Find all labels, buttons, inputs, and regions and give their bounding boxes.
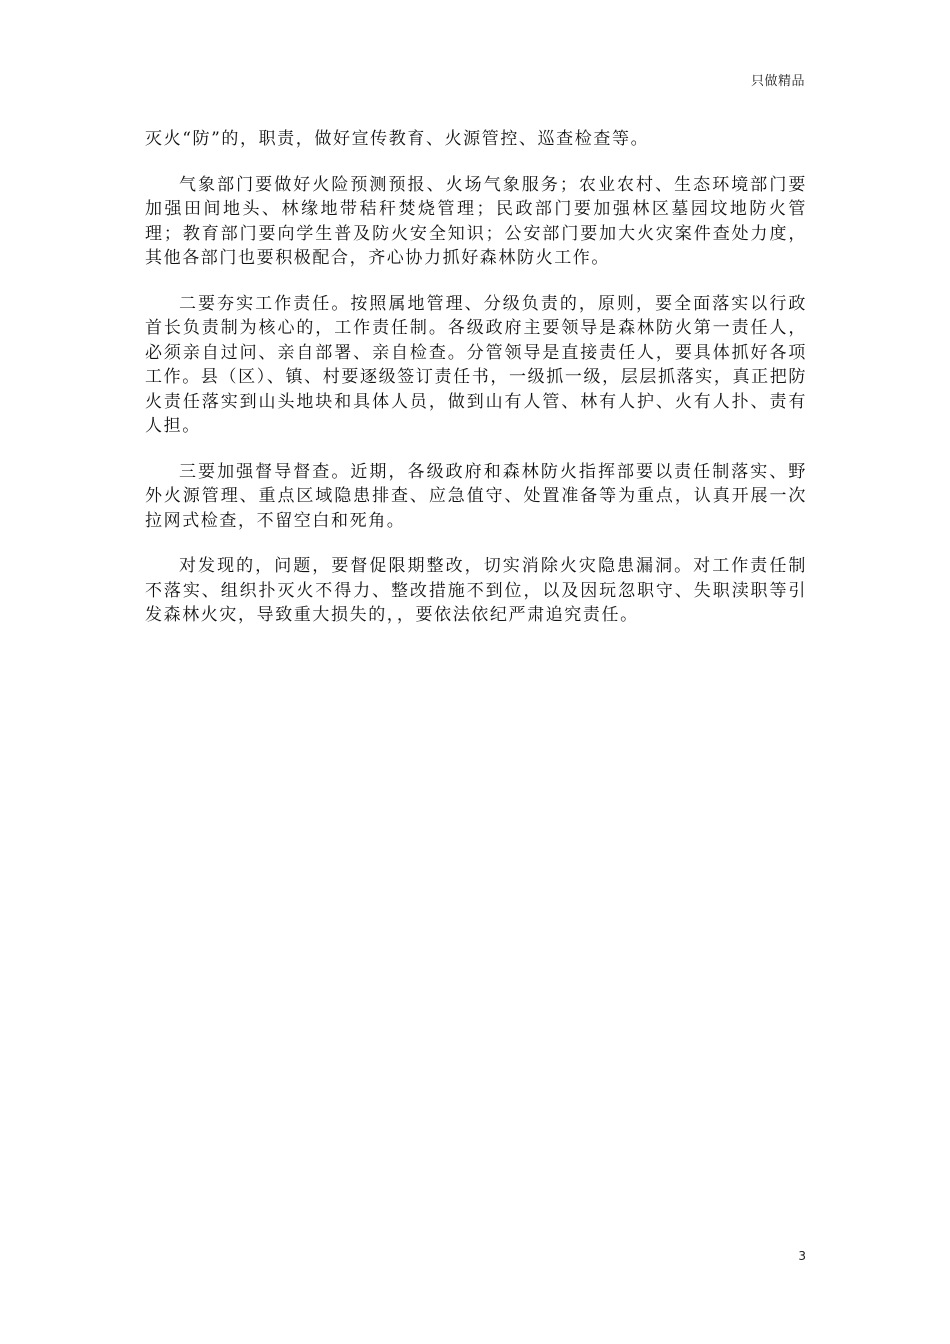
paragraph-5: 对发现的，问题，要督促限期整改，切实消除火灾隐患漏洞。对工作责任制不落实、组织扑灭火不得力、整改措施不到位，以及因玩忽职守、失职渎职等引发森林火灾，导致重大损失的，，要依法依纪严肃追究责任。	[145, 556, 807, 625]
document-body	[145, 127, 807, 649]
paragraph-3: 二要夯实工作责任。按照属地管理、分级负责的，原则，要全面落实以行政首长负责制为核心的，工作责任制。各级政府主要领导是森林防火第一责任人，必须亲自过问、亲自部署、亲自检查。分管领导是直接责任人，要具体抓好各项工作。县（区）、镇、村要逐级签订责任书，一级抓一级，层层抓落实，真正把防火责任落实到山头地块和具体人员，做到山有人管、林有人护、火有人扑、责有人担。	[145, 293, 807, 436]
paragraph-1: 灭火“防”的，职责，做好宣传教育、火源管控、巡查检查等。	[145, 129, 650, 149]
paragraph-2: 气象部门要做好火险预测预报、火场气象服务；农业农村、生态环境部门要加强田间地头、林缘地带秸秆焚烧管理；民政部门要加强林区墓园坟地防火管理；教育部门要向学生普及防火安全知识；公安部门要加大火灾案件查处力度，其他各部门也要积极配合，齐心协力抓好森林防火工作。	[145, 174, 807, 268]
header-note: 只做精品	[750, 74, 805, 89]
paragraph-4: 三要加强督导督查。近期，各级政府和森林防火指挥部要以责任制落实、野外火源管理、重点区域隐患排查、应急值守、处置准备等为重点，认真开展一次拉网式检查，不留空白和死角。	[145, 461, 807, 531]
page-number: 3	[798, 1249, 806, 1263]
